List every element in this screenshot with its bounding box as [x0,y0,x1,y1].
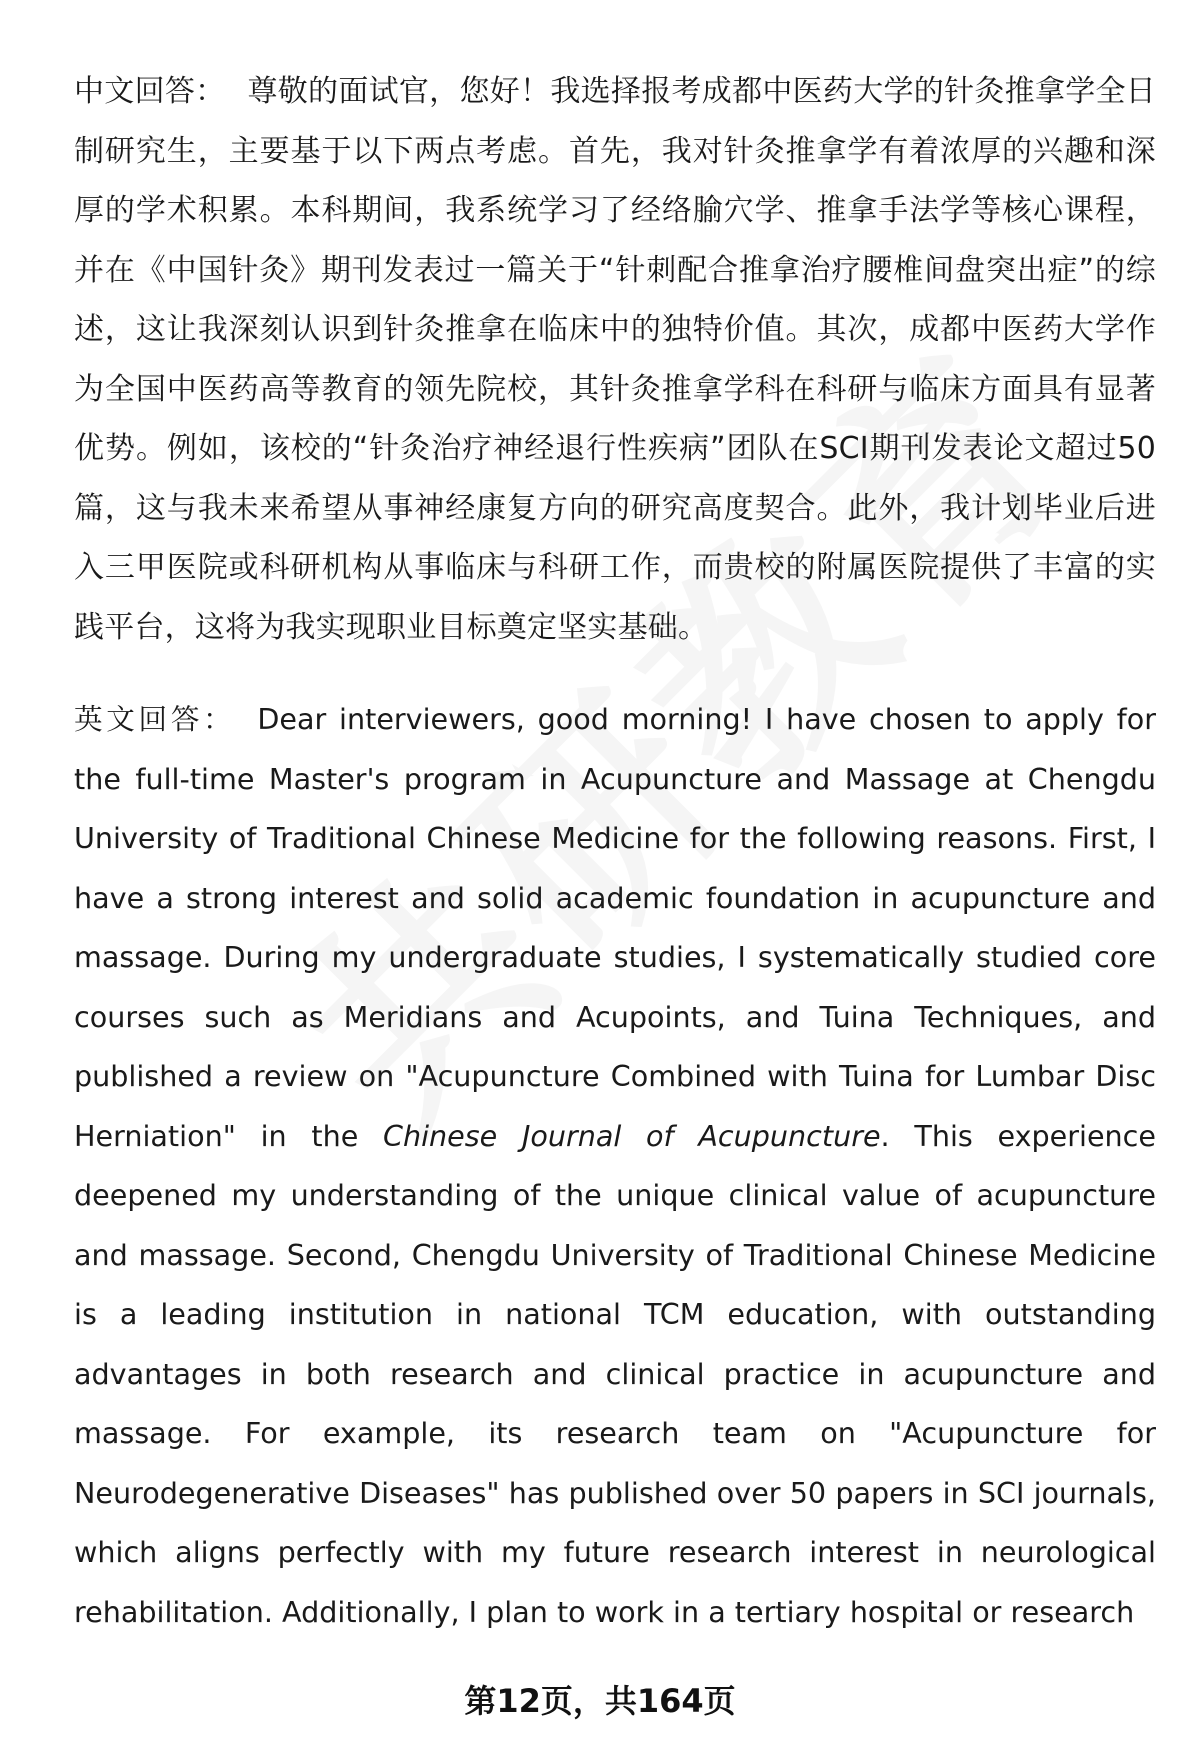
english-answer-label: 英文回答： [74,702,236,736]
document-body [74,62,1156,1642]
english-answer-text-part1: Dear interviewers, good morning! I have chosen to apply for the full-time Master's program in Acupuncture and Massage at Chengdu University of Traditional Chinese Medicine for the following reasons. First, I have a strong interest and solid academic foundation in acupuncture and massage. During my undergraduate studies, I systematically studied core courses such as Meridians and Acupoints, and Tuina Techniques, and published a review on "Acupuncture Combined with Tuina for Lumbar Disc Herniation" in the [74,702,1156,1153]
page-number-footer: 第12页，共164页 [464,1682,736,1720]
chinese-answer-paragraph [74,62,1156,657]
chinese-answer-text: 尊敬的面试官，您好！我选择报考成都中医药大学的针灸推拿学全日制研究生，主要基于以下两点考虑。首先，我对针灸推拿学有着浓厚的兴趣和深厚的学术积累。本科期间，我系统学习了经络腧穴学、推拿手法学等核心课程，并在《中国针灸》期刊发表过一篇关于“针刺配合推拿治疗腰椎间盘突出症”的综述，这让我深刻认识到针灸推拿在临床中的独特价值。其次，成都中医药大学作为全国中医药高等教育的领先院校，其针灸推拿学科在科研与临床方面具有显著优势。例如，该校的“针灸治疗神经退行性疾病”团队在SCI期刊发表论文超过50篇，这与我未来希望从事神经康复方向的研究高度契合。此外，我计划毕业后进入三甲医院或科研机构从事临床与科研工作，而贵校的附属医院提供了丰富的实践平台，这将为我实现职业目标奠定坚实基础。 [74,74,1157,645]
english-answer-paragraph [74,690,1156,1642]
english-answer-text-part2: . This experience deepened my understanding of the unique clinical value of acupuncture and massage. Second, Chengdu University of Traditional Chinese Medicine is a leading institution in national TCM education, with outstanding advantages in both research and clinical practice in acupuncture and massage. For example, its research team on "Acupuncture for Neurodegenerative Diseases" has published over 50 papers in SCI journals, which aligns perfectly with my future research interest in neurological rehabilitation. Additionally, I plan to work in a tertiary hospital or research [74,1118,1156,1629]
journal-title: Chinese Journal of Acupuncture [383,1118,881,1153]
chinese-answer-label: 中文回答： [74,74,226,109]
